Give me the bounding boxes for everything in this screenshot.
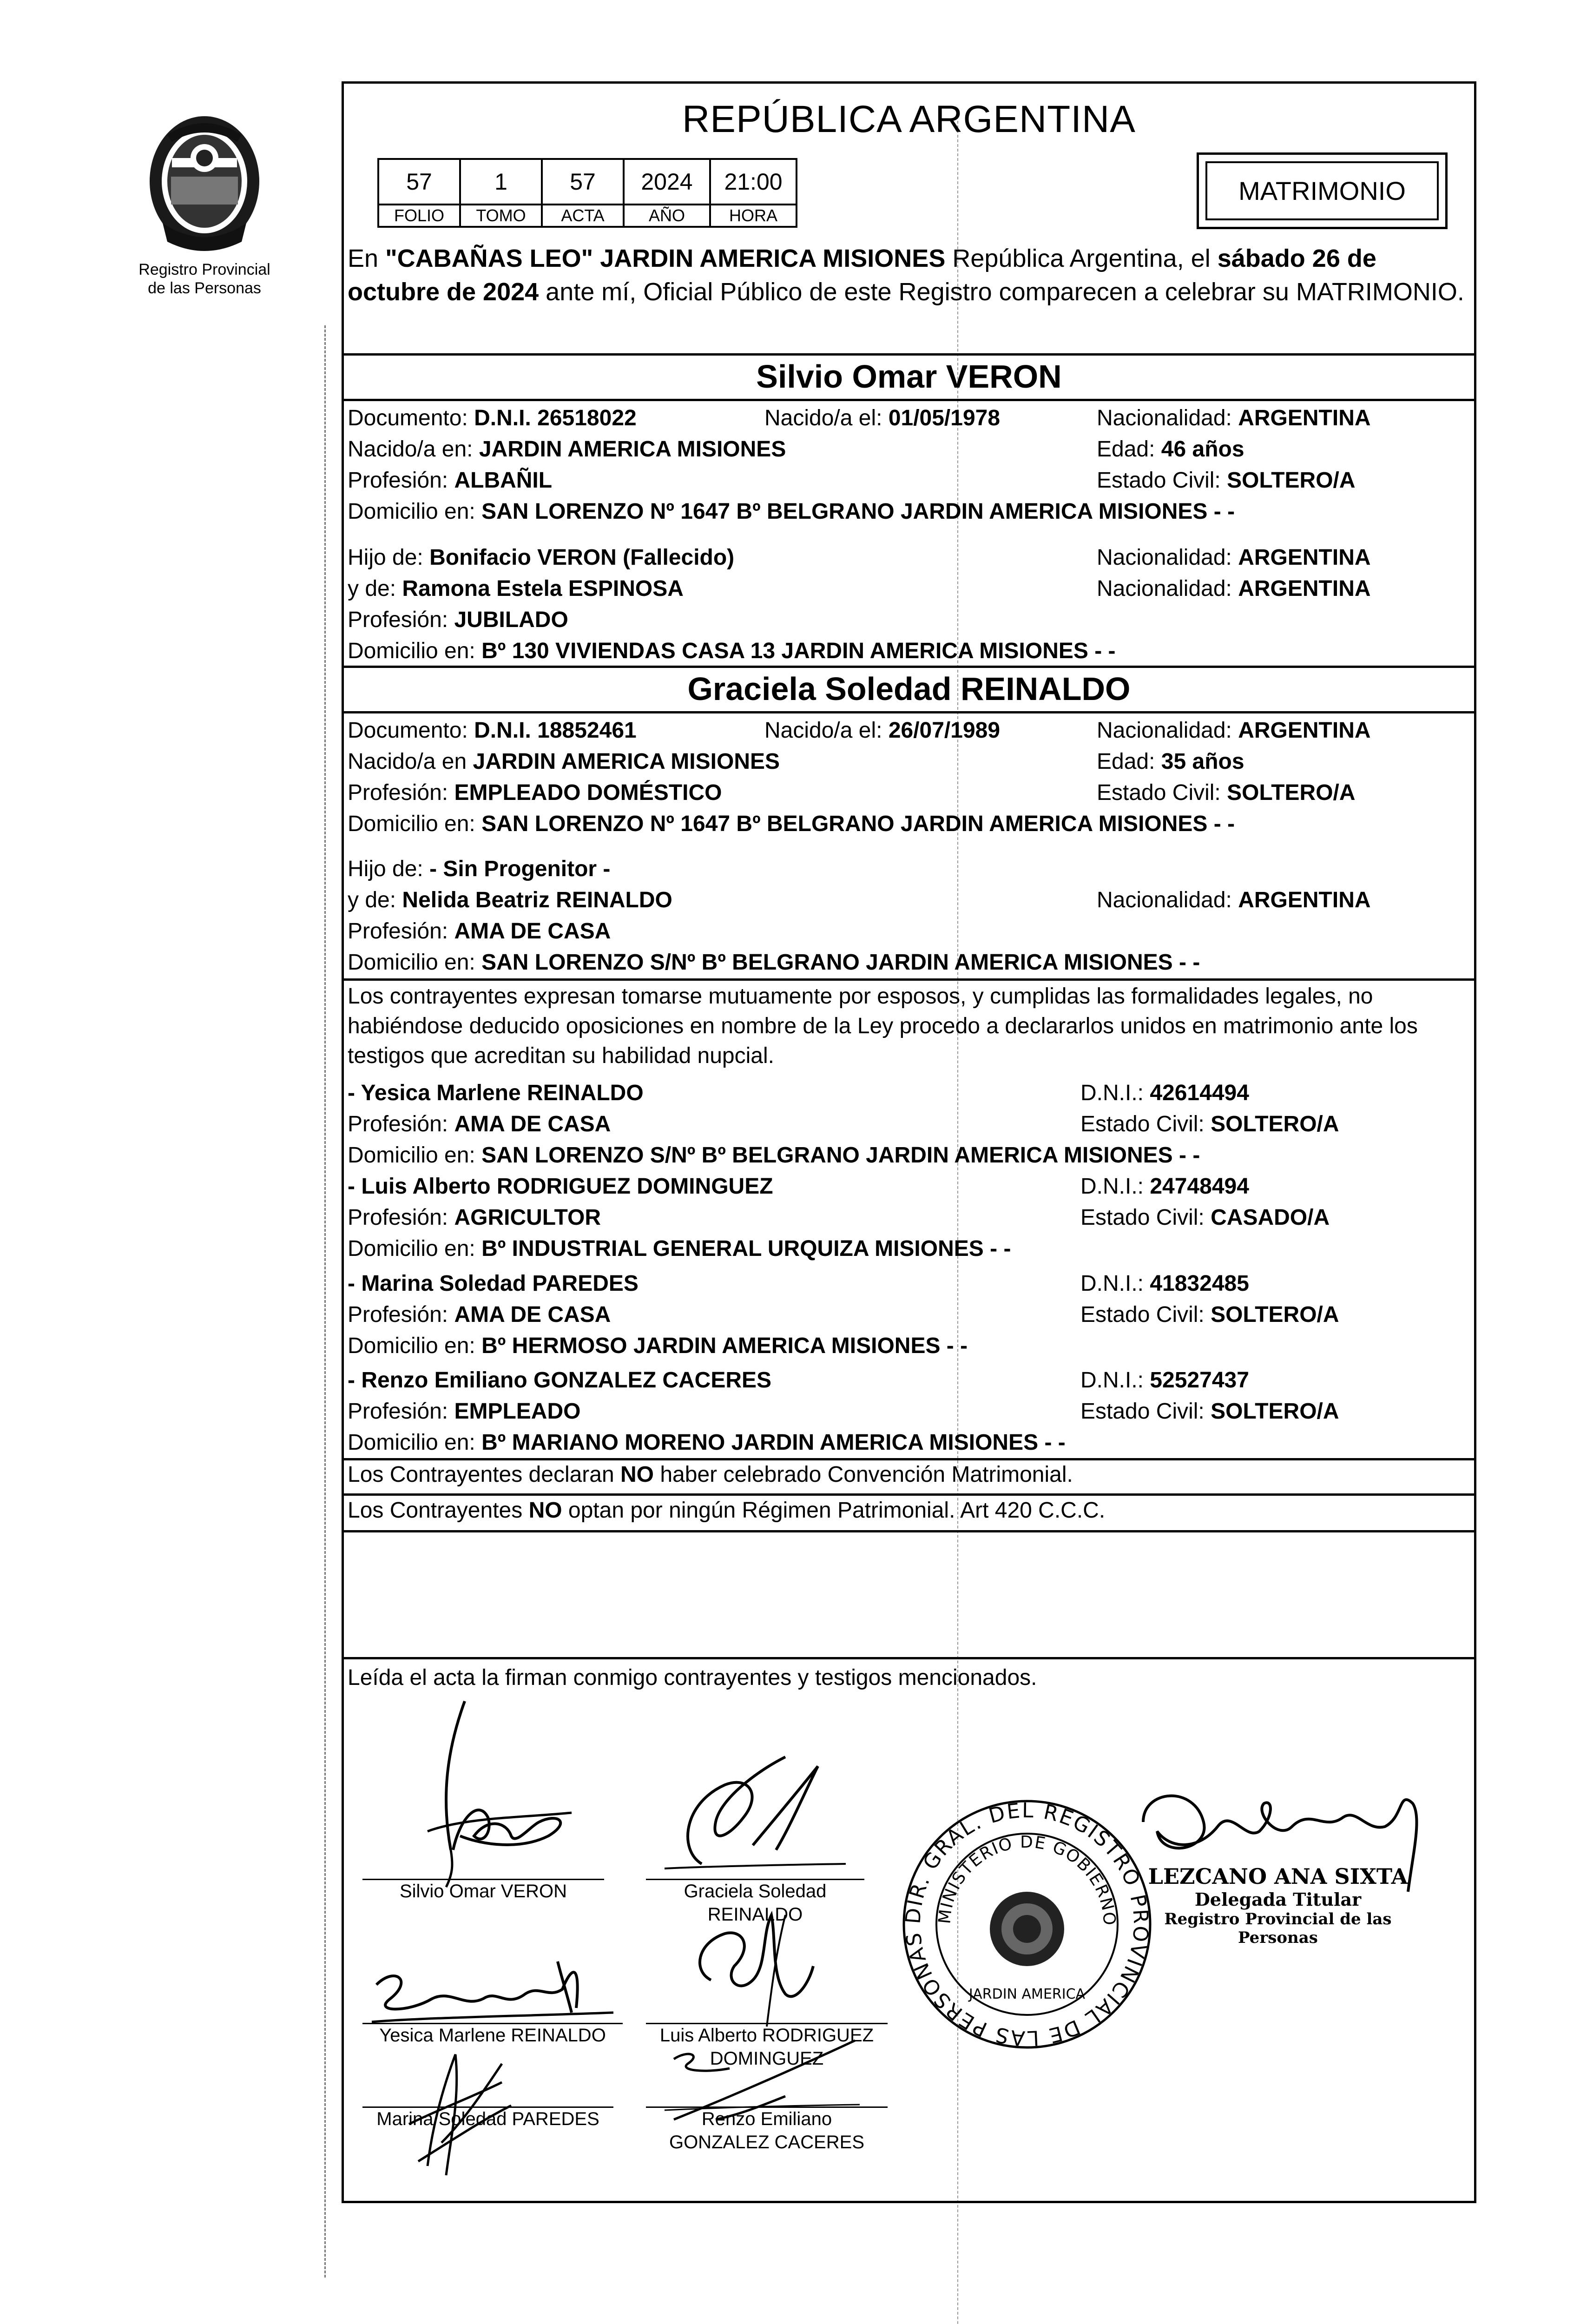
witness1-dni: D.N.I.: 42614494 — [1080, 1081, 1249, 1105]
official-seal-icon — [897, 1794, 1157, 2054]
witness3-address: Domicilio en: Bº HERMOSO JARDIN AMERICA MISIONES - - — [348, 1334, 968, 1358]
spouse1-doc: Documento: D.N.I. 26518022 — [348, 406, 637, 430]
ceremony-date-1: sábado 26 de — [1217, 244, 1376, 272]
sig-label-graciela-2: REINALDO — [707, 1904, 803, 1925]
sig-label-silvio: Silvio Omar VERON — [399, 1881, 567, 1901]
year-label: AÑO — [624, 205, 710, 227]
sig-label-graciela-1: Graciela Soledad — [684, 1881, 827, 1901]
hour-value: 21:00 — [710, 159, 797, 205]
divider — [344, 978, 1474, 981]
spouse2-birthplace: Nacido/a en JARDIN AMERICA MISIONES — [348, 749, 780, 774]
logo-caption-2: de las Personas — [148, 279, 261, 297]
witness4-dni: D.N.I.: 52527437 — [1080, 1368, 1249, 1393]
divider — [344, 353, 1474, 356]
act-type-label: MATRIMONIO — [1205, 161, 1439, 220]
sig-label-marina: Marina Soledad PAREDES — [376, 2109, 599, 2129]
spouse1-profession: Profesión: ALBAÑIL — [348, 468, 553, 493]
witness2-address: Domicilio en: Bº INDUSTRIAL GENERAL URQUIZA MISIONES - - — [348, 1236, 1011, 1261]
spouse2-address: Domicilio en: SAN LORENZO Nº 1647 Bº BELGRANO JARDIN AMERICA MISIONES - - — [348, 812, 1235, 836]
divider — [344, 1493, 1474, 1496]
spouse2-parent-profession: Profesión: AMA DE CASA — [348, 919, 611, 944]
official-role: Delegada Titular — [1194, 1889, 1362, 1910]
year-value: 2024 — [624, 159, 710, 205]
seal-ring-text: DIR. GRAL. DEL REGISTRO PROVINCIAL DE LAS PERSONAS — [901, 1798, 1153, 2050]
acta-value: 57 — [542, 159, 624, 205]
sig-label-renzo-1: Renzo Emiliano — [701, 2109, 832, 2129]
signature-silvio — [372, 1697, 613, 1892]
spouse2-father: Hijo de: - Sin Progenitor - — [348, 857, 611, 881]
divider — [344, 711, 1474, 713]
spouse1-born: Nacido/a el: 01/05/1978 — [764, 406, 1001, 430]
note-regime: Los Contrayentes NO optan por ningún Régimen Patrimonial. Art 420 C.C.C. — [348, 1498, 1106, 1523]
sig-label-yesica: Yesica Marlene REINALDO — [379, 2025, 606, 2046]
intro-paragraph: En "CABAÑAS LEO" JARDIN AMERICA MISIONES República Argentina, el sábado 26 de octubre de 2024 ante mí, Oficial Público de este Registro comparecen a celebrar su MATRIMONIO. — [348, 244, 1464, 306]
spouse1-name: Silvio Omar VERON — [756, 358, 1062, 395]
witness2-dni: D.N.I.: 24748494 — [1080, 1174, 1249, 1199]
witness3-name: - Marina Soledad PAREDES — [348, 1271, 639, 1296]
province-emblem-icon — [135, 107, 274, 260]
official-stamp — [1134, 1864, 1422, 1947]
spouse2-born: Nacido/a el: 26/07/1989 — [764, 718, 1001, 743]
witness3-profession: Profesión: AMA DE CASA — [348, 1302, 611, 1327]
folio-value: 57 — [378, 159, 460, 205]
closing-text: Leída el acta la firman conmigo contrayentes y testigos mencionados. — [348, 1665, 1037, 1690]
record-index-table — [377, 158, 797, 228]
witness1-civil: Estado Civil: SOLTERO/A — [1080, 1112, 1339, 1136]
folio-label: FOLIO — [378, 205, 460, 227]
seal-inner-text: MINISTERIO DE GOBIERNO — [935, 1832, 1119, 1927]
witness4-name: - Renzo Emiliano GONZALEZ CACERES — [348, 1368, 772, 1393]
spouse1-father-nat: Nacionalidad: ARGENTINA — [1097, 545, 1371, 570]
witness4-address: Domicilio en: Bº MARIANO MORENO JARDIN AMERICA MISIONES - - — [348, 1430, 1066, 1455]
sig-label-luis-1: Luis Alberto RODRIGUEZ — [659, 2025, 874, 2046]
hour-label: HORA — [710, 205, 797, 227]
divider — [344, 1530, 1474, 1532]
margin-mark — [324, 325, 326, 2278]
witness1-address: Domicilio en: SAN LORENZO S/Nº Bº BELGRANO JARDIN AMERICA MISIONES - - — [348, 1143, 1200, 1168]
ceremony-place: "CABAÑAS LEO" JARDIN AMERICA MISIONES — [385, 244, 946, 272]
acta-label: ACTA — [542, 205, 624, 227]
tomo-value: 1 — [460, 159, 542, 205]
witness1-profession: Profesión: AMA DE CASA — [348, 1112, 611, 1136]
sig-label-renzo-2: GONZALEZ CACERES — [669, 2132, 865, 2152]
act-type-box — [1197, 152, 1448, 229]
spouse1-birthplace: Nacido/a en: JARDIN AMERICA MISIONES — [348, 437, 786, 462]
divider — [344, 1657, 1474, 1659]
registry-logo — [116, 107, 293, 297]
witness4-profession: Profesión: EMPLEADO — [348, 1399, 581, 1424]
spouse2-name: Graciela Soledad REINALDO — [687, 671, 1131, 707]
spouse1-address: Domicilio en: SAN LORENZO Nº 1647 Bº BELGRANO JARDIN AMERICA MISIONES - - — [348, 499, 1235, 524]
note-convention: Los Contrayentes declaran NO haber celebrado Convención Matrimonial. — [348, 1462, 1073, 1487]
witness3-civil: Estado Civil: SOLTERO/A — [1080, 1302, 1339, 1327]
spouse2-civil: Estado Civil: SOLTERO/A — [1097, 780, 1356, 805]
witness2-profession: Profesión: AGRICULTOR — [348, 1205, 601, 1230]
sig-label-luis-2: DOMINGUEZ — [710, 2048, 824, 2069]
witness1-name: - Yesica Marlene REINALDO — [348, 1081, 644, 1105]
declaration-paragraph: Los contrayentes expresan tomarse mutuamente por esposos, y cumplidas las formalidades legales, no habiéndose deducido oposiciones en nombre de la Ley procedo a declararlos unidos en matrimonio ante los testigos que acreditan su habilidad nupcial. — [348, 984, 1418, 1068]
spouse1-mother-nat: Nacionalidad: ARGENTINA — [1097, 576, 1371, 601]
spouse1-age: Edad: 46 años — [1097, 437, 1244, 462]
spouse1-mother: y de: Ramona Estela ESPINOSA — [348, 576, 684, 601]
spouse2-nat: Nacionalidad: ARGENTINA — [1097, 718, 1371, 743]
spouse1-parent-address: Domicilio en: Bº 130 VIVIENDAS CASA 13 JARDIN AMERICA MISIONES - - — [348, 639, 1116, 663]
divider — [344, 666, 1474, 668]
divider — [344, 1458, 1474, 1460]
spouse1-civil: Estado Civil: SOLTERO/A — [1097, 468, 1356, 493]
divider — [344, 399, 1474, 401]
ceremony-date-2: octubre de 2024 — [348, 278, 539, 306]
witness2-civil: Estado Civil: CASADO/A — [1080, 1205, 1330, 1230]
spouse2-profession: Profesión: EMPLEADO DOMÉSTICO — [348, 780, 722, 805]
document-title: REPÚBLICA ARGENTINA — [682, 98, 1136, 140]
spouse2-mother: y de: Nelida Beatriz REINALDO — [348, 888, 672, 912]
spouse2-parent-address: Domicilio en: SAN LORENZO S/Nº Bº BELGRANO JARDIN AMERICA MISIONES - - — [348, 950, 1200, 975]
spouse2-age: Edad: 35 años — [1097, 749, 1244, 774]
seal-bottom-text: JARDIN AMERICA — [968, 1986, 1086, 2002]
signature-luis — [646, 1887, 888, 2040]
official-office: Registro Provincial de las Personas — [1164, 1910, 1392, 1947]
logo-caption-1: Registro Provincial — [138, 261, 270, 278]
spouse2-mother-nat: Nacionalidad: ARGENTINA — [1097, 888, 1371, 912]
spouse1-parent-profession: Profesión: JUBILADO — [348, 607, 568, 632]
spouse1-father: Hijo de: Bonifacio VERON (Fallecido) — [348, 545, 735, 570]
signature-graciela — [646, 1738, 860, 1892]
spouse2-doc: Documento: D.N.I. 18852461 — [348, 718, 637, 743]
tomo-label: TOMO — [460, 205, 542, 227]
official-name: LEZCANO ANA SIXTA — [1148, 1864, 1408, 1889]
certificate-frame — [342, 81, 1476, 2203]
witness4-civil: Estado Civil: SOLTERO/A — [1080, 1399, 1339, 1424]
spouse1-nat: Nacionalidad: ARGENTINA — [1097, 406, 1371, 430]
witness3-dni: D.N.I.: 41832485 — [1080, 1271, 1249, 1296]
witness2-name: - Luis Alberto RODRIGUEZ DOMINGUEZ — [348, 1174, 773, 1199]
